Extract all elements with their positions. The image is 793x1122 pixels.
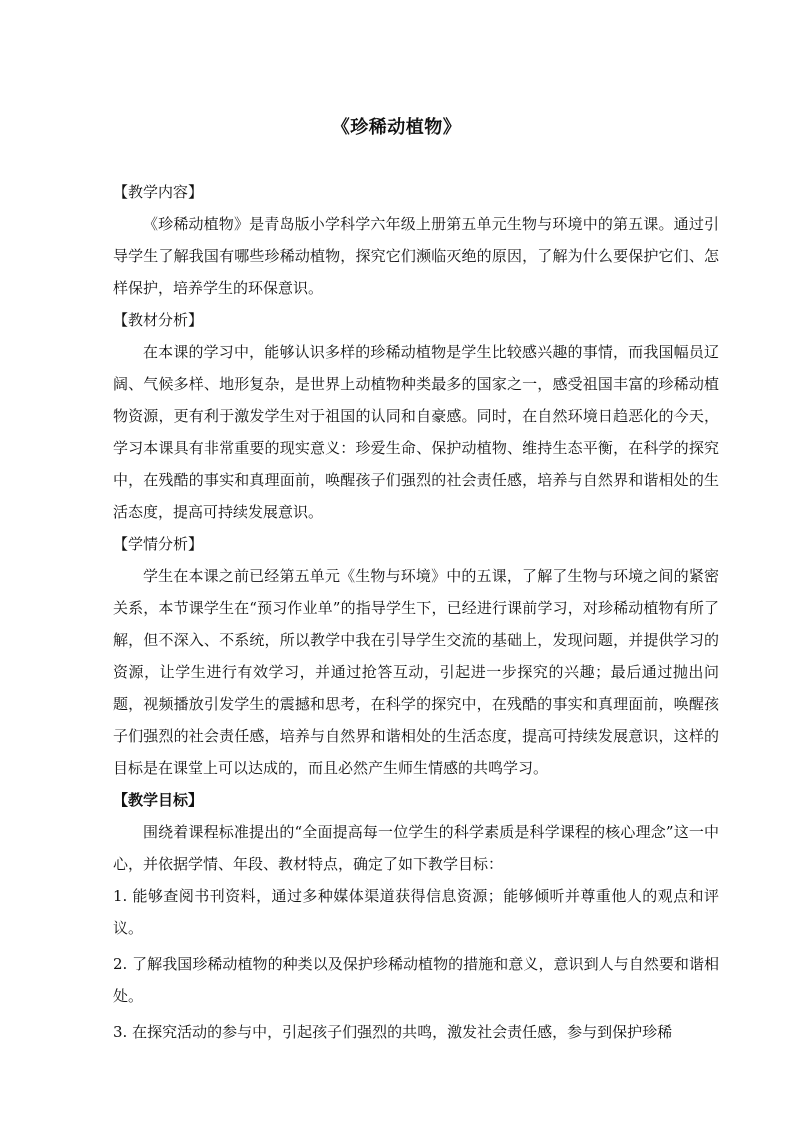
objective-item-1: 1. 能够查阅书刊资料，通过多种媒体渠道获得信息资源；能够倾听并尊重他人的观点和评议。 xyxy=(113,887,719,937)
section-paragraph-teaching-goals: 围绕着课程标准提出的“全面提高每一位学生的科学素质是科学课程的核心理念”这一中心，并依据学情、年段、教材特点，确定了如下教学目标： xyxy=(113,823,719,873)
objective-item-3: 3. 在探究活动的参与中，引起孩子们强烈的共鸣，激发社会责任感，参与到保护珍稀 xyxy=(113,1023,673,1041)
document-body xyxy=(113,176,719,1052)
section-paragraph-material-analysis: 在本课的学习中，能够认识多样的珍稀动植物是学生比较感兴趣的事情，而我国幅员辽阔、气候多样、地形复杂，是世界上动植物种类最多的国家之一，感受祖国丰富的珍稀动植物资源，更有利于激发学生对于祖国的认同和自豪感。同时，在自然环境日趋恶化的今天，学习本课具有非常重要的现实意义：珍爱生命、保护动植物、维持生态平衡，在科学的探究中，在残酷的事实和真理面前，唤醒孩子们强烈的社会责任感，培养与自然界和谐相处的生活态度，提高可持续发展意识。 xyxy=(113,343,719,521)
section-heading-material-analysis: 【教材分析】 xyxy=(113,311,204,329)
section-paragraph-student-analysis: 学生在本课之前已经第五单元《生物与环境》中的五课，了解了生物与环境之间的紧密关系，本节课学生在“预习作业单”的指导学生下，已经进行课前学习，对珍稀动植物有所了解，但不深入、不系统，所以教学中我在引导学生交流的基础上，发现问题，并提供学习的资源，让学生进行有效学习，并通过抢答互动，引起进一步探究的兴趣；最后通过抛出问题，视频播放引发学生的震撼和思考，在科学的探究中，在残酷的事实和真理面前，唤醒孩子们强烈的社会责任感，培养与自然界和谐相处的生活态度，提高可持续发展意识，这样的目标是在课堂上可以达成的，而且必然产生师生情感的共鸣学习。 xyxy=(113,567,719,777)
page-title: 《珍稀动植物》 xyxy=(331,117,462,138)
section-paragraph-teaching-content: 《珍稀动植物》是青岛版小学科学六年级上册第五单元生物与环境中的第五课。通过引导学生了解我国有哪些珍稀动植物，探究它们濒临灭绝的原因，了解为什么要保护它们、怎样保护，培养学生的环保意识。 xyxy=(113,215,719,297)
section-heading-teaching-goals: 【教学目标】 xyxy=(113,791,204,809)
section-heading-student-analysis: 【学情分析】 xyxy=(113,535,204,553)
section-heading-teaching-content: 【教学内容】 xyxy=(113,183,204,201)
objective-item-2: 2. 了解我国珍稀动植物的种类以及保护珍稀动植物的措施和意义，意识到人与自然要和谐相处。 xyxy=(113,955,719,1005)
